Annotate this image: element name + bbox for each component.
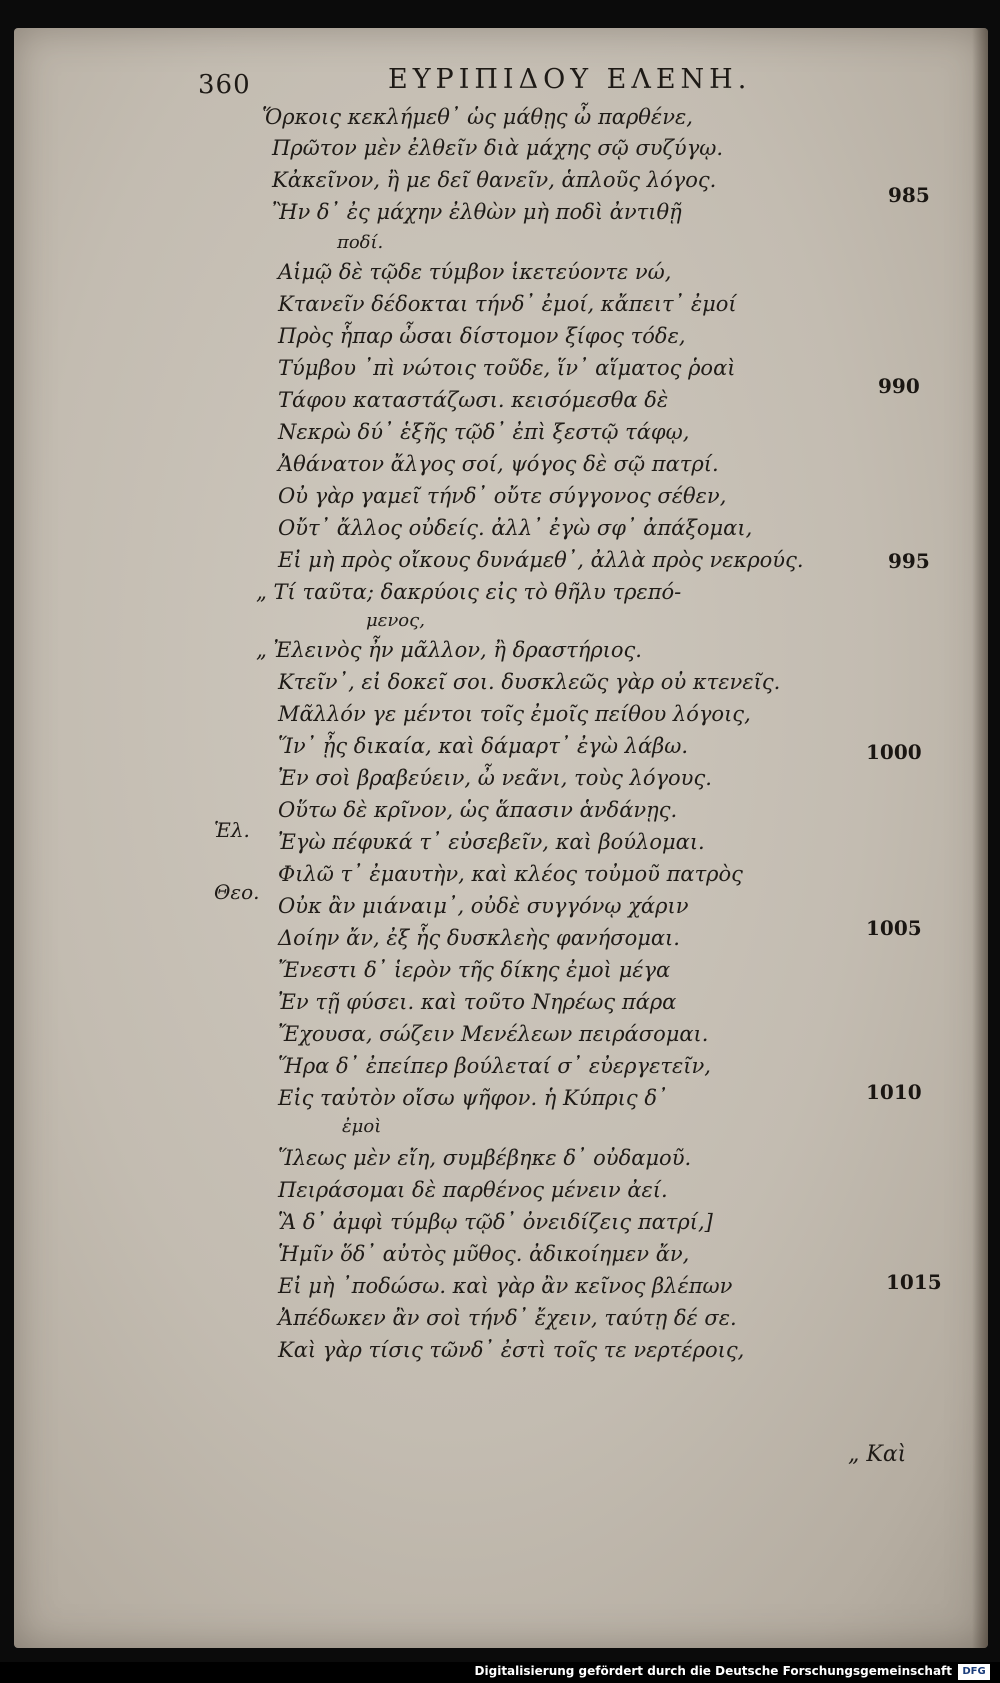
verse-line: Εἰ μὴ πρὸς οἴκους δυνάμεθ᾽, ἀλλὰ πρὸς νεκρούς.	[278, 548, 804, 572]
verse-line: Οὕτω δὲ κρῖνον, ὡς ἅπασιν ἁνδάνῃς.	[278, 798, 678, 822]
verse-line: Τάφου καταστάζωσι. κεισόμεσθα δὲ	[278, 388, 669, 412]
verse-line: Ἢν δ᾽ ἐς μάχην ἐλθὼν μὴ ποδὶ ἀντιθῇ	[272, 200, 682, 224]
verse-line: Μᾶλλόν γε μέντοι τοῖς ἐμοῖς πείθου λόγοις,	[278, 702, 751, 726]
verse-line: Κτεῖν᾽, εἰ δοκεῖ σοι. δυσκλεῶς γὰρ οὐ κτενεῖς.	[278, 670, 781, 694]
verse-line: Ἀθάνατον ἄλγος σοί, ψόγος δὲ σῷ πατρί.	[278, 452, 719, 476]
verse-line-continuation: μενος,	[366, 610, 425, 631]
verse-line: Ἐν τῇ φύσει. καὶ τοῦτο Νηρέως πάρα	[278, 990, 677, 1014]
verse-line: Πρὸς ἧπαρ ὦσαι δίστομον ξίφος τόδε,	[278, 324, 686, 348]
verse-line: Ἵν᾽ ᾖς δικαία, καὶ δάμαρτ᾽ ἐγὼ λάβω.	[278, 734, 689, 758]
verse-line: Αἱμῷ δὲ τῷδε τύμβον ἱκετεύοντε νώ,	[278, 260, 672, 284]
verse-line: Ὅρκοις κεκλήμεθ᾽ ὡς μάθῃς ὦ παρθένε,	[262, 105, 693, 129]
speaker-label: Ἑλ.	[214, 818, 250, 842]
page-edge-shadow	[972, 28, 988, 1648]
funding-note: Digitalisierung gefördert durch die Deutsche Forschungsgemeinschaft	[474, 1664, 952, 1678]
line-number: 990	[878, 374, 920, 398]
verse-line: Ἵλεως μὲν εἴη, συμβέβηκε δ᾽ οὐδαμοῦ.	[278, 1146, 692, 1170]
verse-line-continuation: ἐμοὶ	[342, 1116, 382, 1137]
verse-line: Εἰς ταὐτὸν οἴσω ψῆφον. ἡ Κύπρις δ᾽	[278, 1086, 668, 1110]
verse-line: Ἃ δ᾽ ἀμφὶ τύμβῳ τῷδ᾽ ὀνειδίζεις πατρί,]	[278, 1210, 713, 1234]
verse-line: Ἀπέδωκεν ἂν σοὶ τήνδ᾽ ἔχειν, ταύτῃ δέ σε.	[278, 1306, 737, 1330]
line-number: 1015	[886, 1270, 942, 1294]
verse-line: Ἐγὼ πέφυκά τ᾽ εὐσεβεῖν, καὶ βούλομαι.	[278, 830, 705, 854]
verse-line: Ἔχουσα, σώζειν Μενέλεων πειράσομαι.	[278, 1022, 709, 1046]
verse-line: Νεκρὼ δύ᾽ ἑξῆς τῷδ᾽ ἐπὶ ξεστῷ τάφῳ,	[278, 420, 690, 444]
verse-line-continuation: ποδί.	[337, 232, 384, 253]
verse-line: Δοίην ἄν, ἐξ ἧς δυσκλεὴς φανήσομαι.	[278, 926, 680, 950]
verse-line: Τύμβου ᾽πὶ νώτοις τοῦδε, ἵν᾽ αἵματος ῥοαὶ	[278, 356, 736, 380]
running-head: ΕΥΡΙΠΙΔΟΥ ΕΛΕΝΗ.	[388, 64, 752, 95]
speaker-label: Θεο.	[214, 880, 260, 904]
verse-line: Ἡμῖν ὅδ᾽ αὐτὸς μῦθος. ἀδικοίημεν ἄν,	[278, 1242, 690, 1266]
verse-line: Ἐν σοὶ βραβεύειν, ὦ νεᾶνι, τοὺς λόγους.	[278, 766, 712, 790]
catchword: „ Καὶ	[848, 1442, 907, 1467]
verse-line: Ἔνεστι δ᾽ ἱερὸν τῆς δίκης ἐμοὶ μέγα	[278, 958, 671, 982]
line-number: 995	[888, 549, 930, 573]
verse-line: Καὶ γὰρ τίσις τῶνδ᾽ ἐστὶ τοῖς τε νερτέροις,	[278, 1338, 745, 1362]
verse-line: Πειράσομαι δὲ παρθένος μένειν ἀεί.	[278, 1178, 668, 1202]
line-number: 1000	[866, 740, 922, 764]
verse-line: Πρῶτον μὲν ἐλθεῖν διὰ μάχης σῷ συζύγῳ.	[272, 136, 724, 160]
verse-line: Οὐ γὰρ γαμεῖ τήνδ᾽ οὔτε σύγγονος σέθεν,	[278, 484, 727, 508]
line-number: 985	[888, 183, 930, 207]
verse-line: Οὔτ᾽ ἄλλος οὐδείς. ἀλλ᾽ ἐγὼ σφ᾽ ἀπάξομαι,	[278, 516, 753, 540]
line-number: 1005	[866, 916, 922, 940]
page-number: 360	[198, 70, 251, 100]
verse-line: Εἰ μὴ ᾽ποδώσω. καὶ γὰρ ἂν κεῖνος βλέπων	[278, 1274, 733, 1298]
verse-line-quoted: „ Ἐλεινὸς ἦν μᾶλλον, ἢ δραστήριος.	[256, 638, 642, 662]
dfg-logo: DFG	[958, 1664, 990, 1680]
verse-line: Κἀκεῖνον, ἢ με δεῖ θανεῖν, ἁπλοῦς λόγος.	[272, 168, 717, 192]
verse-line: Ἥρα δ᾽ ἐπείπερ βούλεταί σ᾽ εὐεργετεῖν,	[278, 1054, 711, 1078]
line-number: 1010	[866, 1080, 922, 1104]
verse-line-quoted: „ Τί ταῦτα; δακρύοις εἰς τὸ θῆλυ τρεπό-	[256, 580, 682, 604]
verse-line: Οὐκ ἂν μιάναιμ᾽, οὐδὲ συγγόνῳ χάριν	[278, 894, 689, 918]
verse-line: Φιλῶ τ᾽ ἐμαυτὴν, καὶ κλέος τοὐμοῦ πατρὸς	[278, 862, 743, 886]
verse-line: Κτανεῖν δέδοκται τήνδ᾽ ἐμοί, κἄπειτ᾽ ἐμοί	[278, 292, 737, 316]
